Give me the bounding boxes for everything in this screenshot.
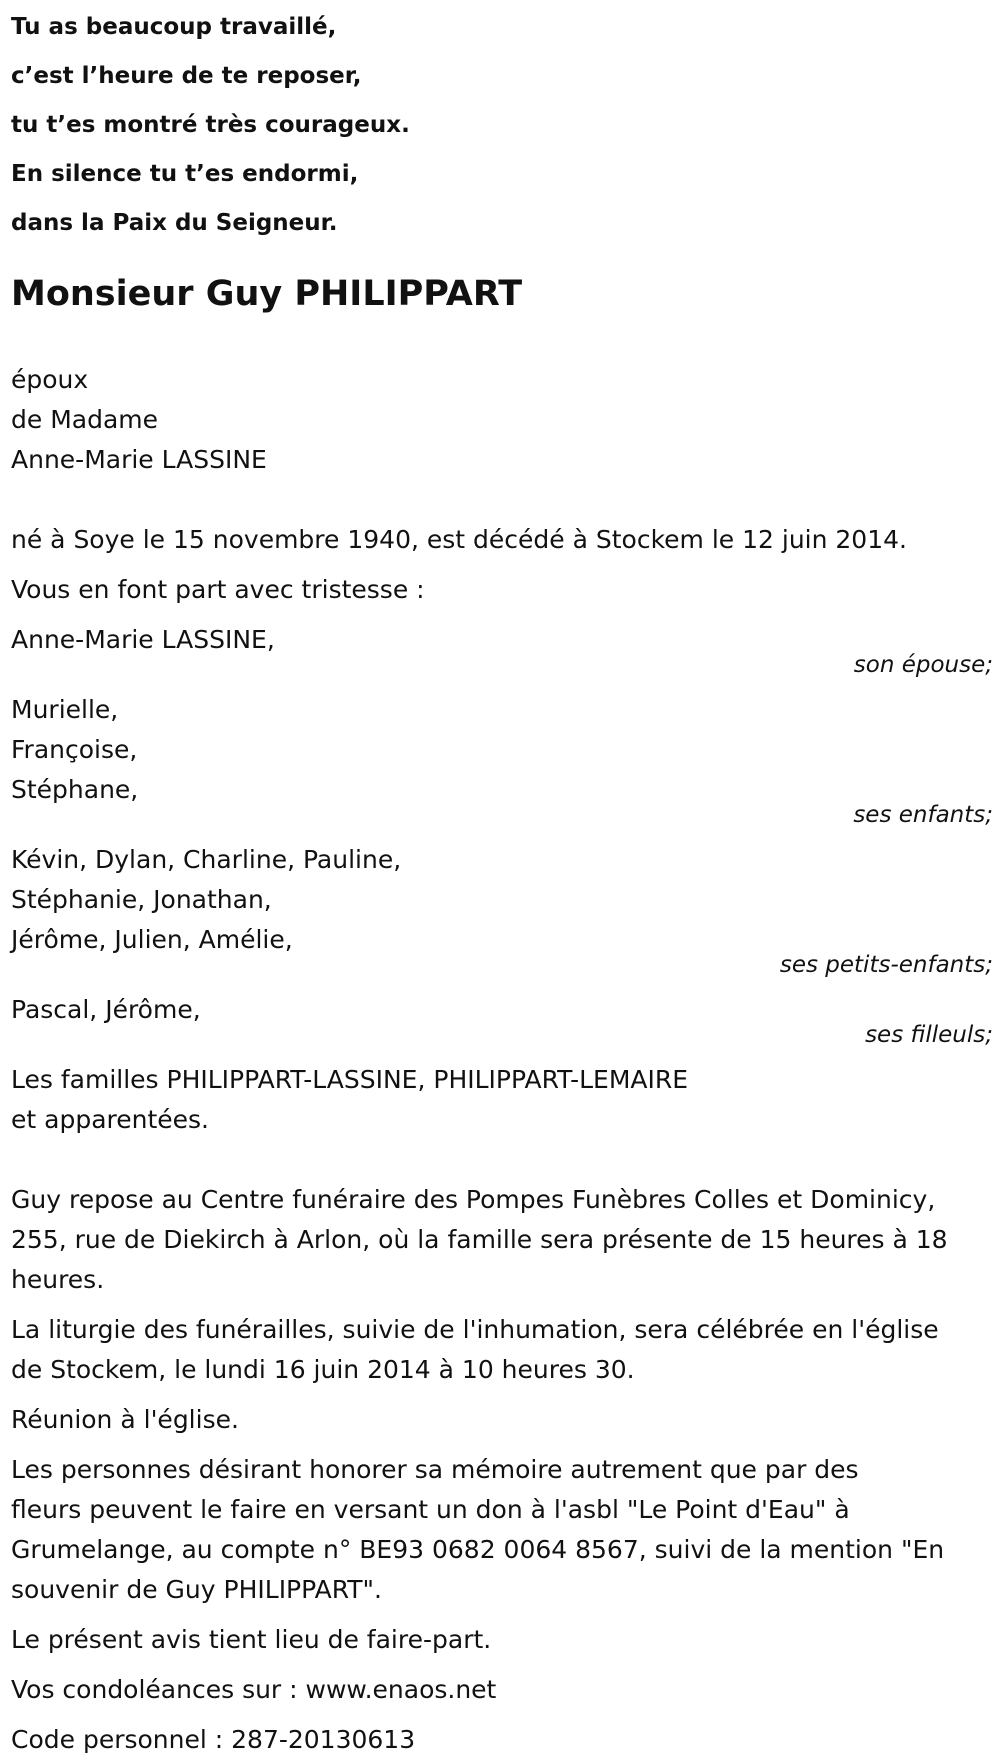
family-grandchildren-group [11, 840, 993, 980]
liturgy-info [11, 1310, 993, 1390]
family-member: Pascal, Jérôme, [11, 995, 201, 1024]
rest-info [11, 1180, 993, 1300]
family-member: Françoise, [11, 735, 138, 764]
condolences-info: Vos condoléances sur : www.enaos.net [11, 1675, 497, 1704]
poem [11, 0, 993, 248]
birth-death-info: né à Soye le 15 novembre 1940, est décédé à Stockem le 12 juin 2014. [11, 525, 907, 554]
donation-line: souvenir de Guy PHILIPPART". [11, 1575, 382, 1604]
family-children-group [11, 690, 993, 830]
spouse-line: Anne-Marie LASSINE [11, 445, 267, 474]
families-line: et apparentées. [11, 1105, 209, 1134]
family-spouse-group [11, 620, 993, 680]
poem-line: dans la Paix du Seigneur. [11, 210, 338, 236]
meeting-info: Réunion à l'église. [11, 1405, 239, 1434]
spouse-line: de Madame [11, 405, 159, 434]
family-role: ses enfants; [853, 802, 993, 828]
family-member: Stéphanie, Jonathan, [11, 885, 272, 914]
deceased-name: Monsieur Guy PHILIPPART [11, 274, 523, 314]
family-role: son épouse; [853, 652, 993, 678]
donation-line: fleurs peuvent le faire en versant un don à l'asbl "Le Point d'Eau" à [11, 1495, 850, 1524]
notice-info: Le présent avis tient lieu de faire-part. [11, 1625, 492, 1654]
spouse-line: époux [11, 365, 89, 394]
personal-code: Code personnel : 287-20130613 [11, 1725, 416, 1754]
family-member: Jérôme, Julien, Amélie, [11, 925, 293, 954]
poem-line: En silence tu t’es endormi, [11, 161, 359, 187]
family-member: Stéphane, [11, 775, 139, 804]
donation-line: Les personnes désirant honorer sa mémoire autrement que par des [11, 1455, 859, 1484]
families-group [11, 1060, 993, 1140]
families-line: Les familles PHILIPPART-LASSINE, PHILIPPART-LEMAIRE [11, 1065, 689, 1094]
family-role: ses petits-enfants; [779, 952, 993, 978]
announce-intro: Vous en font part avec tristesse : [11, 575, 425, 604]
family-member: Kévin, Dylan, Charline, Pauline, [11, 845, 402, 874]
donation-line: Grumelange, au compte n° BE93 0682 0064 8567, suivi de la mention "En [11, 1535, 945, 1564]
family-member: Murielle, [11, 695, 119, 724]
poem-line: Tu as beaucoup travaillé, [11, 14, 337, 40]
spouse-info [11, 360, 993, 480]
family-godchildren-group [11, 990, 993, 1050]
family-role: ses filleuls; [865, 1022, 993, 1048]
rest-line: 255, rue de Diekirch à Arlon, où la famille sera présente de 15 heures à 18 [11, 1225, 948, 1254]
family-member: Anne-Marie LASSINE, [11, 625, 275, 654]
liturgy-line: de Stockem, le lundi 16 juin 2014 à 10 heures 30. [11, 1355, 635, 1384]
poem-line: tu t’es montré très courageux. [11, 112, 410, 138]
obituary-notice [11, 0, 993, 1760]
poem-line: c’est l’heure de te reposer, [11, 63, 362, 89]
liturgy-line: La liturgie des funérailles, suivie de l'inhumation, sera célébrée en l'église [11, 1315, 939, 1344]
rest-line: Guy repose au Centre funéraire des Pompes Funèbres Colles et Dominicy, [11, 1185, 936, 1214]
rest-line: heures. [11, 1265, 105, 1294]
donation-info [11, 1450, 993, 1610]
